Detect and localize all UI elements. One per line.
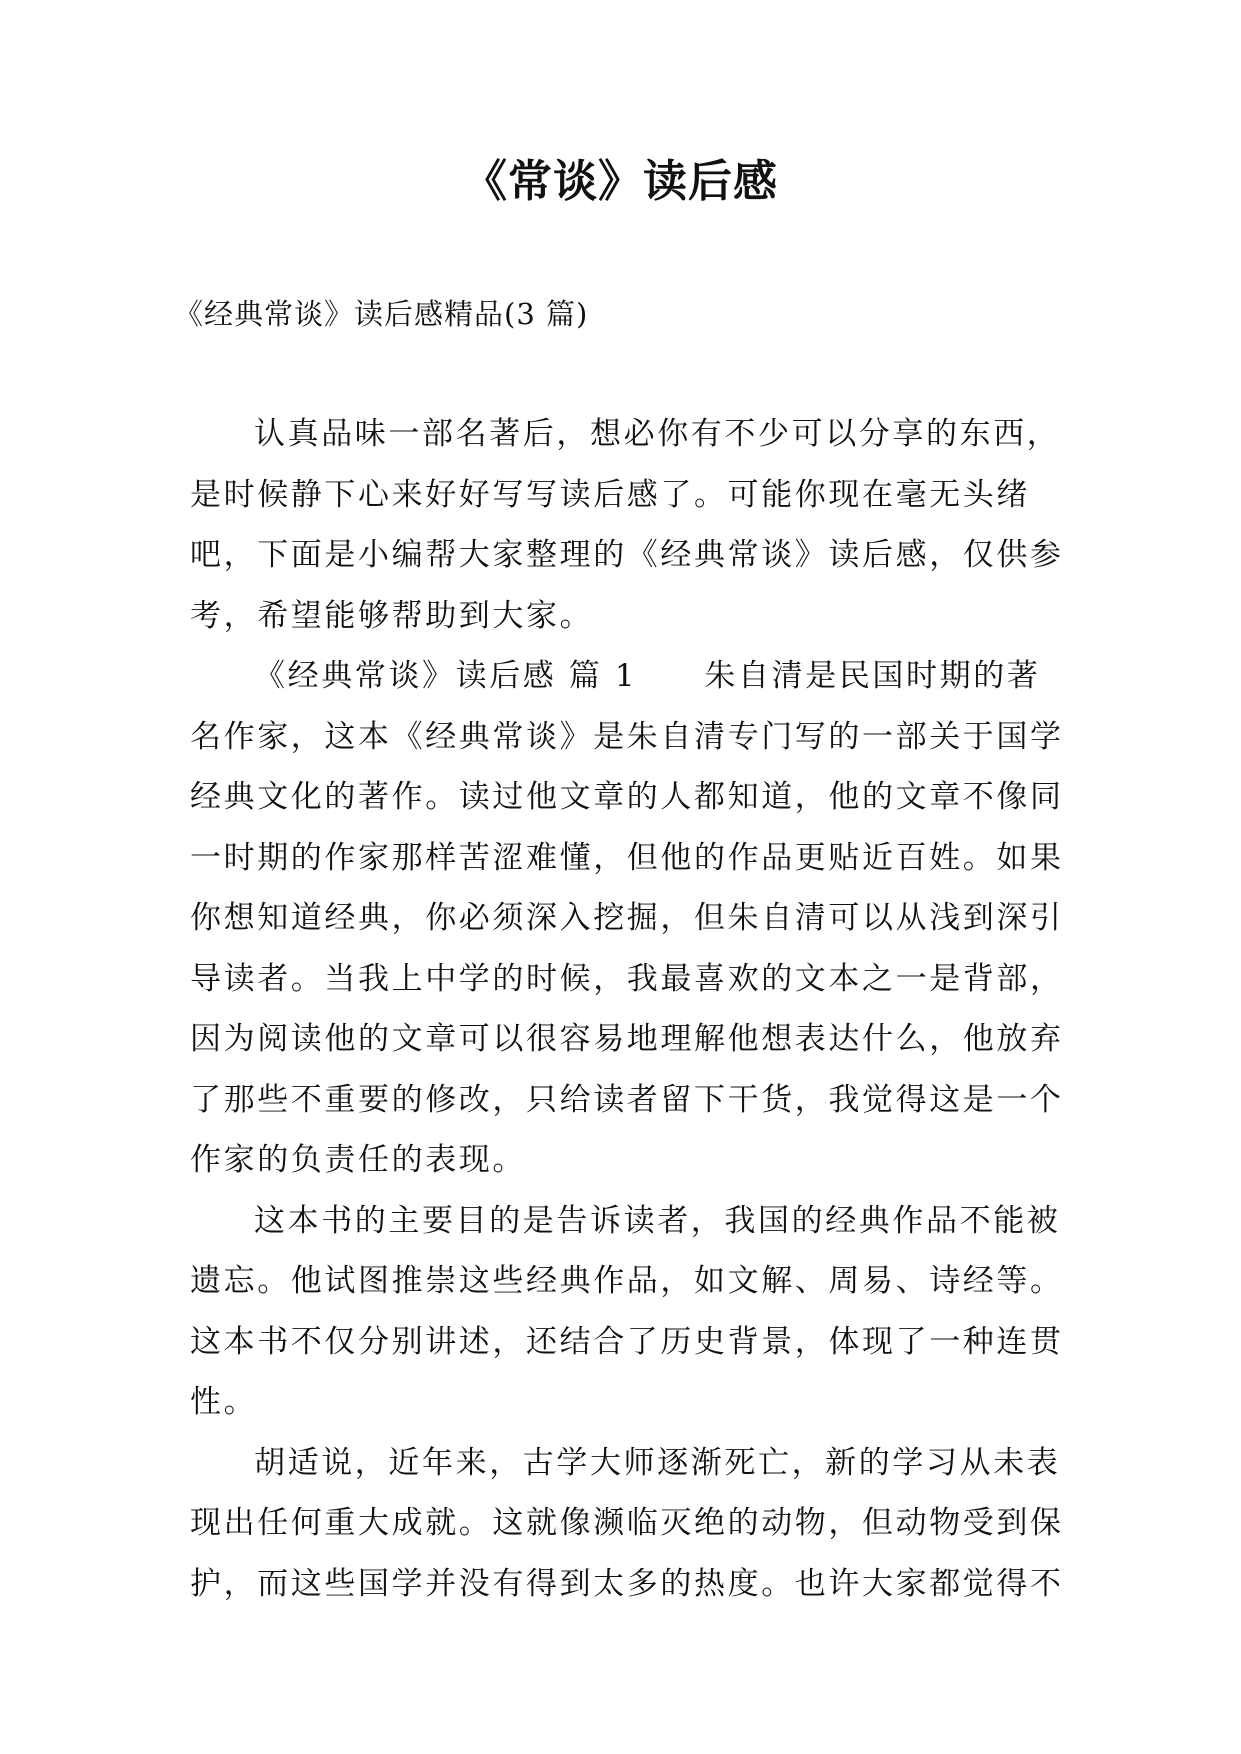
paragraph-intro: 认真品味一部名著后，想必你有不少可以分享的东西，是时候静下心来好好写写读后感了。可能你现在毫无头绪吧，下面是小编帮大家整理的《经典常谈》读后感，仅供参考，希望能够帮助到大家。 xyxy=(190,416,1064,634)
paragraph-part-1: 《经典常谈》读后感 篇 1 朱自清是民国时期的著名作家，这本《经典常谈》是朱自清专门写的一部关于国学经典文化的著作。读过他文章的人都知道，他的文章不像同一时期的作家那样苦涩难懂，但他的作品更贴近百姓。如果你想知道经典，你必须深入挖掘，但朱自清可以从浅到深引导读者。当我上中学的时候，我最喜欢的文本之一是背部，因为阅读他的文章可以很容易地理解他想表达什么，他放弃了那些不重要的修改，只给读者留下干货，我觉得这是一个作家的负责任的表现。 xyxy=(190,658,1064,1178)
document-subtitle: 《经典常谈》读后感精品(3 篇) xyxy=(174,297,589,331)
page-title: 《常谈》读后感 xyxy=(463,156,778,207)
paragraph-hu-shi: 胡适说，近年来，古学大师逐渐死亡，新的学习从未表现出任何重大成就。这就像濒临灭绝的动物，但动物受到保护，而这些国学并没有得到太多的热度。也许大家都觉得不 xyxy=(190,1444,1064,1602)
paragraph-book-purpose: 这本书的主要目的是告诉读者，我国的经典作品不能被遗忘。他试图推崇这些经典作品，如文解、周易、诗经等。这本书不仅分别讲述，还结合了历史背景，体现了一种连贯性。 xyxy=(190,1202,1064,1420)
body-text xyxy=(190,404,1070,1614)
